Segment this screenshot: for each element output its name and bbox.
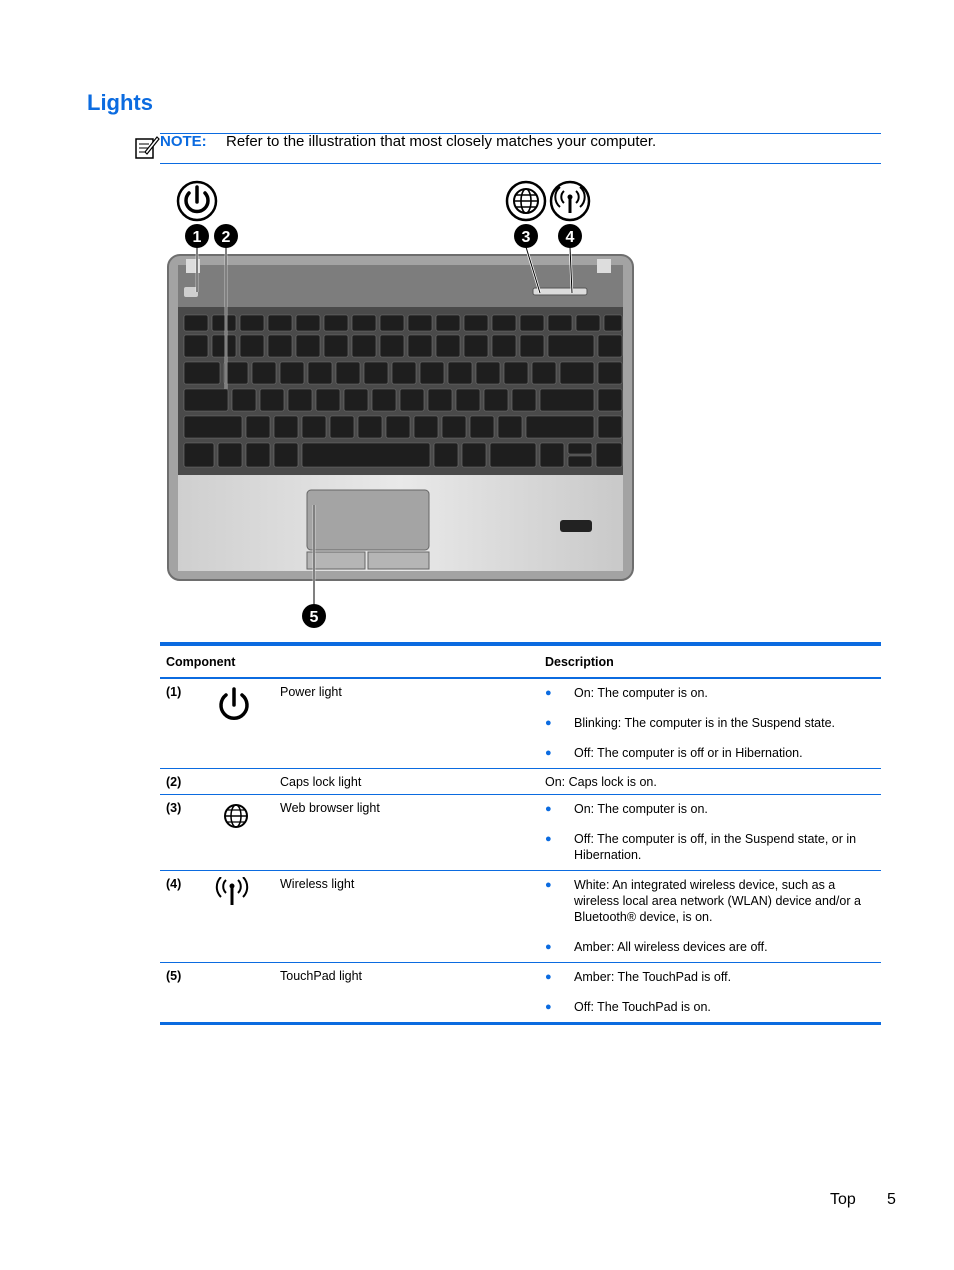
list-item: ● Amber: All wireless devices are off. [545, 939, 875, 955]
table-row [160, 678, 881, 769]
callout-3 [514, 224, 538, 248]
keyboard-illustration [160, 175, 640, 635]
description-list [545, 801, 875, 863]
description-text: On: Caps lock is on. [539, 769, 881, 795]
component-name: Power light [274, 678, 539, 769]
svg-text:2: 2 [221, 229, 231, 246]
power-icon [178, 182, 216, 220]
svg-text:1: 1 [192, 229, 202, 246]
header-component: Component [160, 644, 539, 678]
svg-text:5: 5 [309, 609, 319, 626]
row-number: (5) [166, 969, 182, 983]
list-item: ● Off: The computer is off or in Hibernation. [545, 745, 875, 761]
svg-text:3: 3 [521, 229, 531, 246]
callout-1 [185, 224, 209, 248]
page-title: Lights [87, 90, 153, 115]
globe-icon [214, 801, 254, 831]
wireless-icon [214, 877, 254, 907]
globe-icon [507, 182, 545, 220]
description-list [545, 877, 875, 955]
list-item: ● Blinking: The computer is in the Suspend state. [545, 715, 875, 731]
list-item: ● Amber: The TouchPad is off. [545, 969, 875, 985]
note-text: Refer to the illustration that most closely matches your computer. [226, 133, 657, 150]
list-item: ● Off: The TouchPad is on. [545, 999, 875, 1015]
callout-5 [302, 604, 326, 628]
header-description: Description [539, 644, 881, 678]
keyboard-keys [184, 315, 622, 467]
footer-top-link[interactable]: Top [830, 1191, 856, 1208]
component-name: TouchPad light [280, 969, 363, 983]
component-name: Wireless light [274, 871, 539, 963]
row-number: (2) [160, 769, 208, 795]
list-item: ● On: The computer is on. [545, 685, 875, 701]
table-row [160, 795, 881, 871]
table-row [160, 871, 881, 963]
row-number: (1) [160, 678, 208, 769]
callout-4 [558, 224, 582, 248]
list-item: ● On: The computer is on. [545, 801, 875, 817]
description-list [545, 969, 875, 1015]
row-number: (3) [160, 795, 208, 871]
power-icon [214, 685, 254, 725]
wireless-icon [551, 182, 589, 220]
svg-text:4: 4 [565, 229, 575, 246]
table-row [160, 963, 881, 1024]
list-item: ● White: An integrated wireless device, such as a wireless local area network (WLAN) device and/or a Bluetooth® device, is on. [545, 877, 875, 925]
page-number: 5 [887, 1191, 896, 1208]
component-name: Web browser light [274, 795, 539, 871]
description-list [545, 685, 875, 761]
component-name: Caps lock light [274, 769, 539, 795]
callout-2 [214, 224, 238, 248]
component-table [160, 642, 881, 1025]
row-number: (4) [160, 871, 208, 963]
note-label: NOTE: [160, 133, 207, 150]
note-icon [134, 134, 160, 160]
list-item: ● Off: The computer is off, in the Suspend state, or in Hibernation. [545, 831, 875, 863]
table-row [160, 769, 881, 795]
